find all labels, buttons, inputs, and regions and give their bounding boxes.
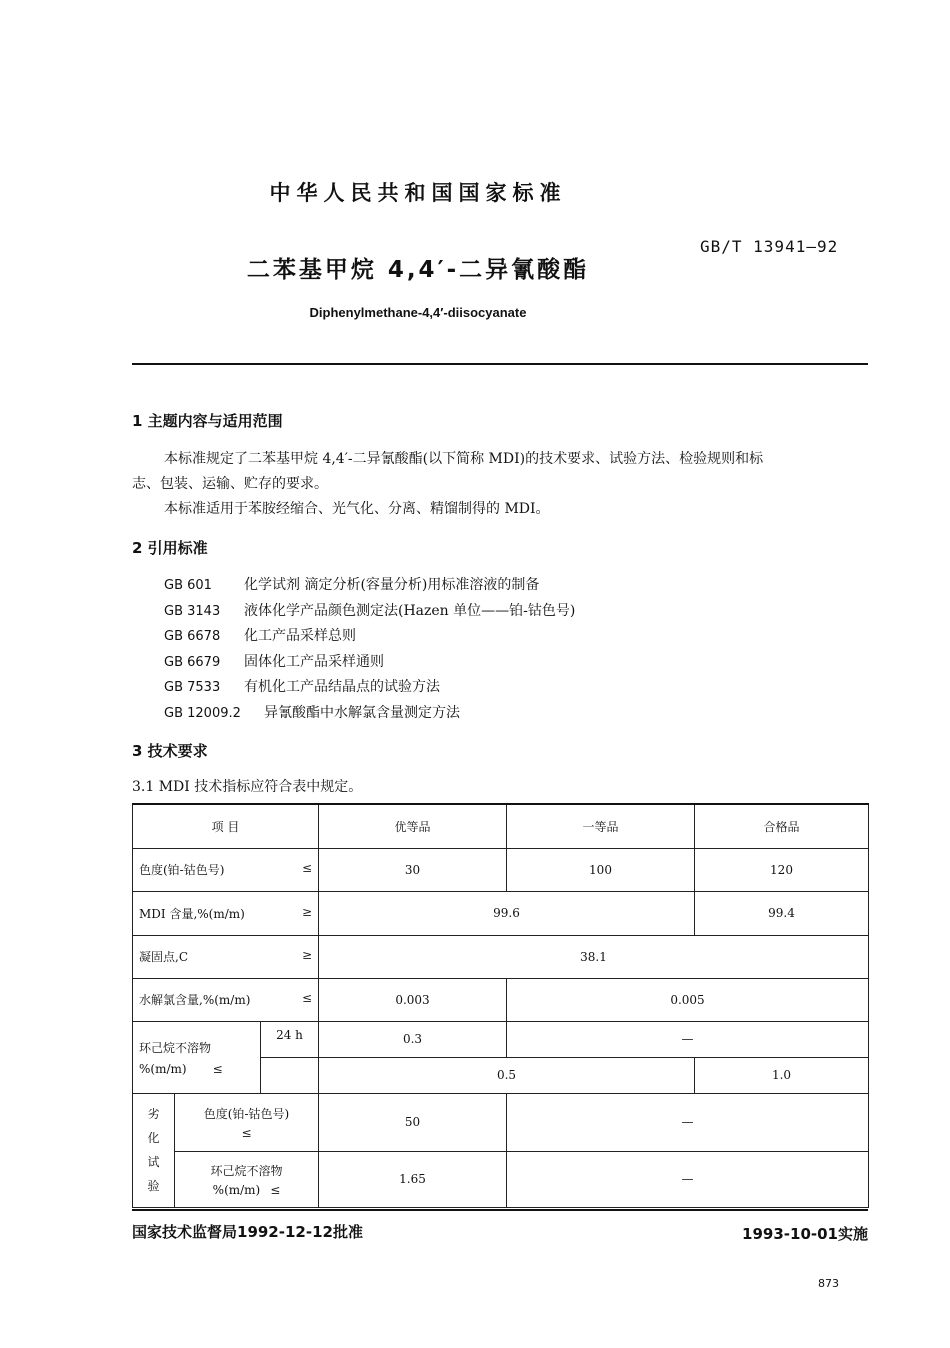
section-3-1-text: 3.1 MDI 技术指标应符合表中规定。: [132, 779, 363, 795]
table-row: [133, 891, 869, 935]
row-label: [133, 978, 319, 1021]
header-first: 一等品: [507, 804, 695, 848]
value-cell: 0.003: [319, 978, 507, 1021]
table-row: [133, 1021, 869, 1057]
table-row: [133, 848, 869, 891]
reference-code: GB 6678: [164, 629, 221, 644]
group-char: 试: [147, 1155, 160, 1169]
section-1-para-1-line-2: 志、包装、运输、贮存的要求。: [132, 476, 328, 492]
value-cell: 99.6: [319, 891, 695, 935]
section-2-heading: 2 引用标准: [132, 539, 208, 557]
header-qualified: 合格品: [695, 804, 869, 848]
label-unit: %(m/m): [212, 1182, 261, 1197]
reference-code: GB 3143: [164, 604, 221, 619]
reference-title: 有机化工产品结晶点的试验方法: [244, 679, 440, 695]
value-cell: 100: [507, 848, 695, 891]
operator: ≤: [241, 1125, 252, 1140]
table-row: [133, 935, 869, 978]
footer-rule: [132, 1209, 868, 1211]
reference-item: [164, 625, 356, 645]
table-row: [133, 978, 869, 1021]
header-item: 项 目: [133, 804, 319, 848]
value-cell: —: [507, 1151, 869, 1207]
reference-code: GB 601: [164, 578, 212, 593]
section-1-para-1-line-1: 本标准规定了二苯基甲烷 4,4′-二异氰酸酯(以下简称 MDI)的技术要求、试验方法、检验规则和标: [164, 451, 764, 467]
row-label: [133, 891, 319, 935]
section-3-heading: 3 技术要求: [132, 742, 208, 760]
header-rule: [132, 363, 868, 365]
row-label: [175, 1093, 319, 1151]
label-text: 环己烷不溶物: [210, 1163, 283, 1178]
national-standard-heading: 中华人民共和国国家标准: [269, 181, 567, 205]
value-cell: 50: [319, 1093, 507, 1151]
approval-line: 国家技术监督局1992-12-12批准: [132, 1223, 363, 1241]
row-label: [133, 935, 319, 978]
reference-item: [164, 600, 575, 620]
reference-code: GB 12009.2: [164, 706, 241, 721]
document-title-en: Diphenylmethane-4,4′-diisocyanate: [309, 305, 527, 320]
reference-item: [164, 676, 440, 696]
label-text: MDI 含量,%(m/m): [139, 906, 245, 921]
label-text: 色度(铂-钴色号): [203, 1106, 290, 1121]
row-label: [175, 1151, 319, 1207]
group-char: 劣: [147, 1107, 160, 1121]
effective-date: 1993-10-01实施: [742, 1225, 868, 1243]
reference-item: [164, 702, 460, 722]
reference-item: [164, 651, 384, 671]
value-cell: 30: [319, 848, 507, 891]
row-label: [133, 848, 319, 891]
value-cell: 0.005: [507, 978, 869, 1021]
label-text: 水解氯含量,%(m/m): [139, 993, 251, 1007]
operator: ≤: [301, 861, 312, 875]
row-label: [133, 1021, 261, 1093]
value-cell: 120: [695, 848, 869, 891]
value-cell: —: [507, 1021, 869, 1057]
label-text: 环己烷不溶物: [139, 1040, 212, 1055]
reference-title: 固体化工产品采样通则: [244, 654, 384, 670]
label-unit: %(m/m): [139, 1061, 187, 1076]
operator: ≤: [212, 1061, 223, 1076]
header-superior: 优等品: [319, 804, 507, 848]
sub-label-cell: 24 h: [261, 1021, 319, 1057]
value-cell: —: [507, 1093, 869, 1151]
section-1-para-2: 本标准适用于苯胺经缩合、光气化、分离、精馏制得的 MDI。: [164, 501, 550, 517]
value-cell: 1.0: [695, 1057, 869, 1093]
table-row: [133, 1093, 869, 1151]
reference-item: [164, 574, 539, 594]
operator: ≥: [301, 904, 312, 919]
value-cell: 0.5: [319, 1057, 695, 1093]
page-number: 873: [818, 1277, 839, 1290]
section-1-heading: 1 主题内容与适用范围: [132, 412, 283, 430]
reference-title: 化学试剂 滴定分析(容量分析)用标准溶液的制备: [244, 577, 540, 593]
value-cell: 0.3: [319, 1021, 507, 1057]
table-header-row: [133, 804, 869, 848]
operator: ≤: [301, 991, 312, 1005]
degradation-group-label: [133, 1093, 175, 1207]
table-row: [133, 1151, 869, 1207]
value-cell: 1.65: [319, 1151, 507, 1207]
label-text: 凝固点,C: [139, 950, 188, 964]
reference-code: GB 6679: [164, 655, 221, 670]
operator: ≥: [301, 948, 312, 962]
group-char: 化: [147, 1131, 160, 1145]
specification-table: [132, 803, 869, 1208]
reference-title: 液体化学产品颜色测定法(Hazen 单位——铂-钴色号): [244, 603, 576, 619]
standard-number: GB/T 13941—92: [700, 237, 839, 256]
value-cell: 99.4: [695, 891, 869, 935]
empty-cell: [261, 1057, 319, 1093]
group-char: 验: [147, 1179, 160, 1193]
label-text: 色度(铂-钴色号): [139, 863, 225, 877]
operator: ≤: [270, 1182, 281, 1197]
reference-title: 化工产品采样总则: [244, 628, 356, 644]
reference-title: 异氰酸酯中水解氯含量测定方法: [264, 705, 460, 721]
document-title-cn: 二苯基甲烷 4,4′-二异氰酸酯: [246, 257, 590, 283]
value-cell: 38.1: [319, 935, 869, 978]
reference-code: GB 7533: [164, 680, 221, 695]
